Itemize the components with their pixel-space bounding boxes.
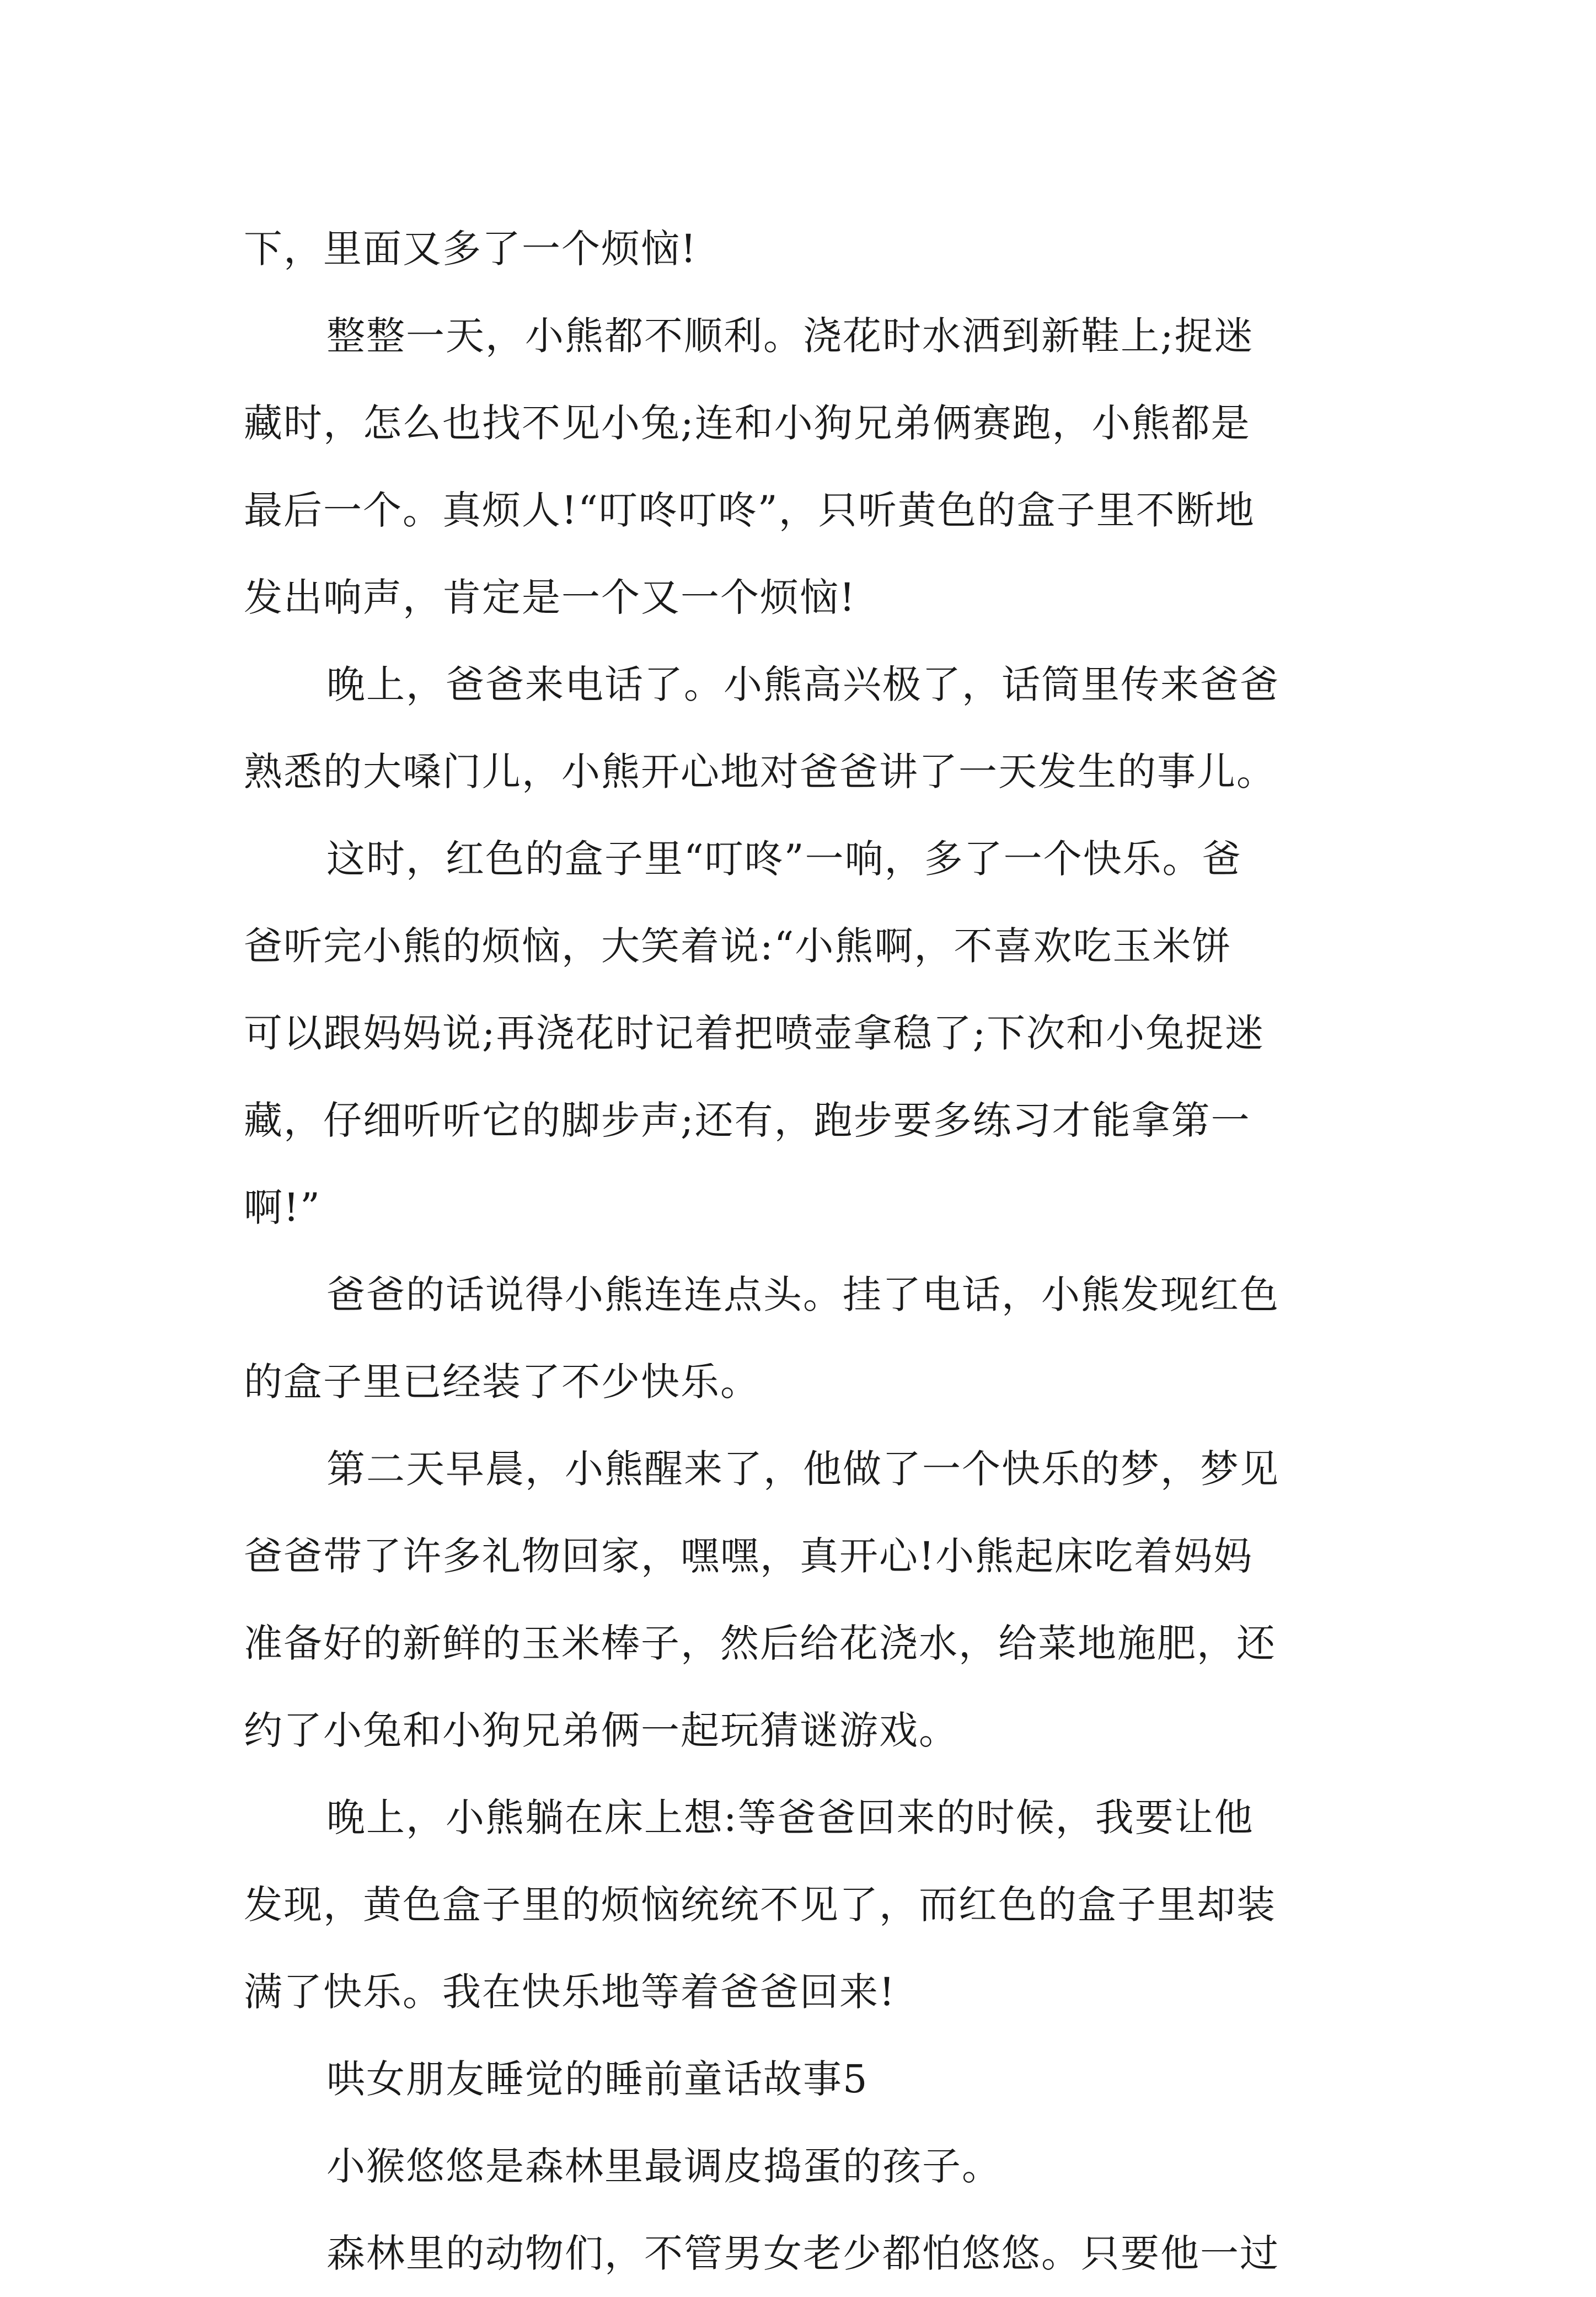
text-line: 爸爸带了许多礼物回家，嘿嘿，真开心!小熊起床吃着妈妈 [244, 1534, 1254, 1579]
text-line: 啊!” [244, 1185, 321, 1230]
text-line: 满了快乐。我在快乐地等着爸爸回来! [244, 1969, 896, 2015]
text-line: 森林里的动物们，不管男女老少都怕悠悠。只要他一过 [326, 2231, 1279, 2276]
paragraph [244, 1425, 1358, 1774]
text-line: 最后一个。真烦人!“叮咚叮咚”，只听黄色的盒子里不断地 [244, 488, 1255, 533]
text-line: 晚上，爸爸来电话了。小熊高兴极了，话筒里传来爸爸 [326, 662, 1279, 707]
paragraph [244, 815, 1358, 1251]
text-line: 整整一天，小熊都不顺利。浇花时水洒到新鞋上;捉迷 [326, 313, 1254, 359]
document-body [244, 205, 1358, 2297]
paragraph [244, 2036, 1358, 2123]
text-line: 哄女朋友睡觉的睡前童话故事5 [326, 2056, 869, 2102]
paragraph [244, 292, 1358, 641]
paragraph [244, 1251, 1358, 1425]
paragraph [244, 2210, 1358, 2297]
text-line: 准备好的新鲜的玉米棒子，然后给花浇水，给菜地施肥，还 [244, 1621, 1276, 1666]
text-line: 爸爸的话说得小熊连连点头。挂了电话，小熊发现红色 [326, 1272, 1279, 1317]
paragraph [244, 205, 1358, 292]
text-line: 藏时，怎么也找不见小兔;连和小狗兄弟俩赛跑，小熊都是 [244, 400, 1251, 446]
text-line: 可以跟妈妈说;再浇花时记着把喷壶拿稳了;下次和小兔捉迷 [244, 1011, 1265, 1056]
text-line: 爸听完小熊的烦恼，大笑着说:“小熊啊，不喜欢吃玉米饼 [244, 923, 1232, 969]
text-line: 熟悉的大嗓门儿，小熊开心地对爸爸讲了一天发生的事儿。 [244, 749, 1276, 794]
text-line: 第二天早晨，小熊醒来了，他做了一个快乐的梦，梦见 [326, 1446, 1279, 1492]
text-line: 约了小兔和小狗兄弟俩一起玩猜谜游戏。 [244, 1708, 958, 1753]
text-line: 藏，仔细听听它的脚步声;还有，跑步要多练习才能拿第一 [244, 1098, 1251, 1143]
text-line: 下，里面又多了一个烦恼! [244, 226, 698, 271]
paragraph [244, 1774, 1358, 2036]
paragraph [244, 641, 1358, 815]
text-line: 小猴悠悠是森林里最调皮捣蛋的孩子。 [326, 2144, 1001, 2189]
paragraph [244, 2123, 1358, 2210]
text-line: 发出响声，肯定是一个又一个烦恼! [244, 575, 856, 620]
text-line: 发现，黄色盒子里的烦恼统统不见了，而红色的盒子里却装 [244, 1882, 1276, 1927]
text-line: 晚上，小熊躺在床上想:等爸爸回来的时候，我要让他 [326, 1795, 1254, 1840]
text-line: 这时，红色的盒子里“叮咚”一响，多了一个快乐。爸 [326, 836, 1242, 882]
text-line: 的盒子里已经装了不少快乐。 [244, 1359, 760, 1404]
